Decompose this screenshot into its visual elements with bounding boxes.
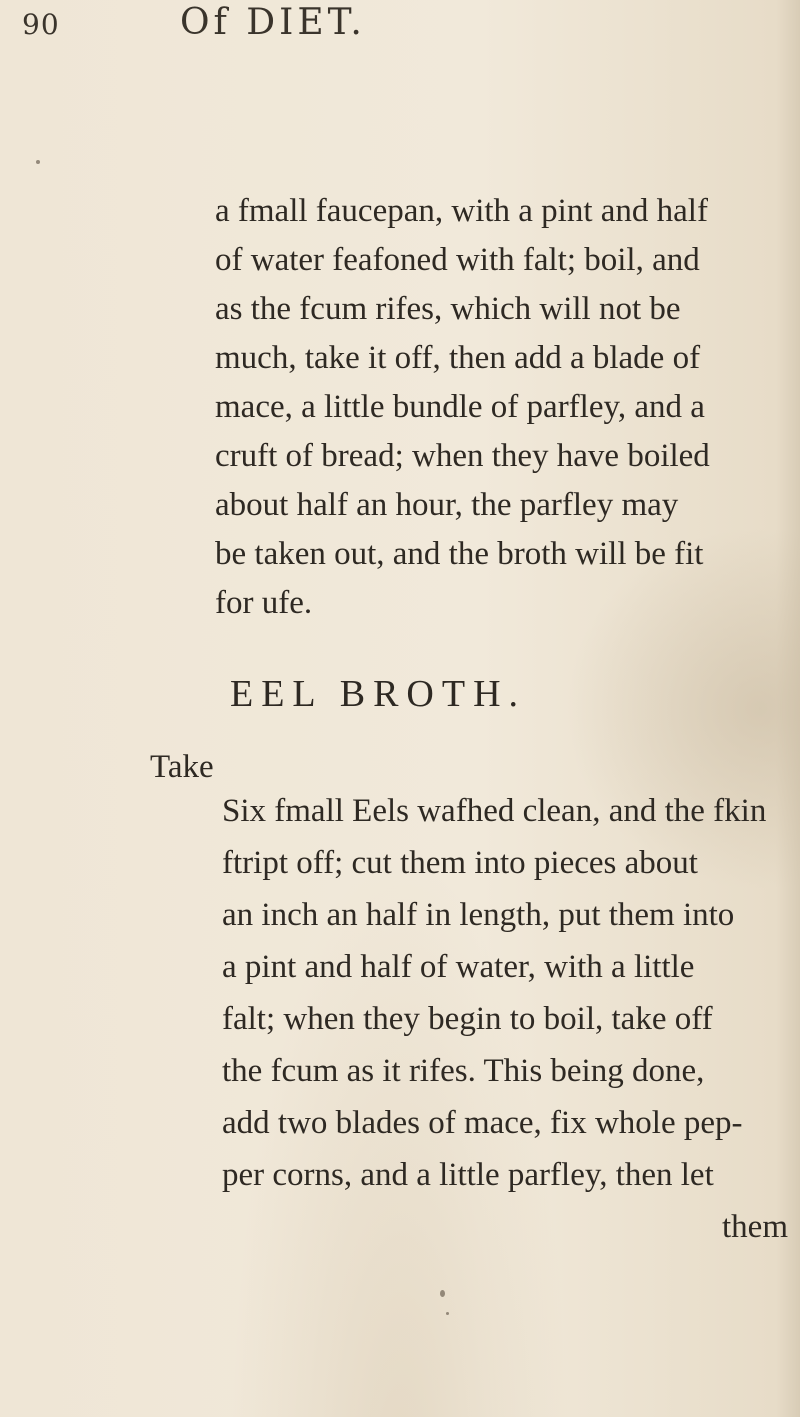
paper-speck: [36, 160, 40, 164]
text-line: a pint and half of water, with a little: [222, 949, 695, 985]
text-line: for ufe.: [215, 585, 313, 621]
text-line: add two blades of mace, fix whole pep-: [222, 1105, 743, 1141]
text-line: the fcum as it rifes. This being done,: [222, 1053, 705, 1089]
text-line: about half an hour, the parfley may: [215, 487, 679, 523]
running-head: Of DIET.: [180, 2, 366, 43]
text-line: cruft of bread; when they have boiled: [215, 438, 710, 474]
text-line: as the fcum rifes, which will not be: [215, 291, 681, 327]
text-line: per corns, and a little parfley, then let: [222, 1157, 714, 1193]
continuation-paragraph: [215, 187, 710, 628]
text-line: a fmall faucepan, with a pint and half: [215, 193, 708, 229]
paper-speck: [440, 1290, 445, 1297]
text-line: Six fmall Eels wafhed clean, and the fkin: [222, 793, 767, 829]
text-line: ftript off; cut them into pieces about: [222, 845, 698, 881]
paper-speck: [446, 1312, 449, 1315]
text-line: an inch an half in length, put them into: [222, 897, 735, 933]
text-line: falt; when they begin to boil, take off: [222, 1001, 713, 1037]
text-line: them: [722, 1209, 788, 1245]
recipe-intro-word: Take: [150, 749, 214, 785]
recipe-paragraph: [222, 785, 788, 1253]
text-line: be taken out, and the broth will be fit: [215, 536, 704, 572]
text-line: much, take it off, then add a blade of: [215, 340, 701, 376]
text-line: of water feafoned with falt; boil, and: [215, 242, 700, 278]
page-number: 90: [22, 8, 60, 41]
section-heading: EEL BROTH.: [230, 673, 527, 715]
text-line: mace, a little bundle of parfley, and a: [215, 389, 705, 425]
